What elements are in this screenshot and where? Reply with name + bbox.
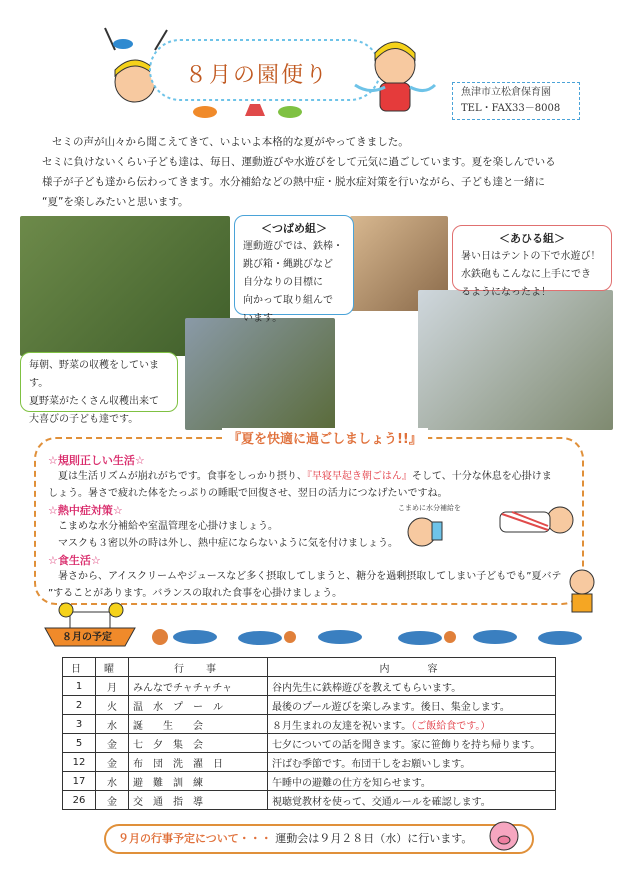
text-part: 夏は生活リズムが崩れがちです。食事をしっかり摂り、	[58, 471, 307, 482]
page-title: ８月の園便り	[185, 63, 330, 88]
tsubame-callout	[234, 215, 354, 324]
section-text: こまめな水分補給や室温管理を心掛けましょう。	[58, 521, 278, 532]
cell-detail	[268, 696, 556, 715]
cell-event: 布 団 洗 濯 日	[129, 753, 268, 772]
dolphin-row-decoration	[150, 622, 590, 652]
harvest-text: 毎朝、野菜の収穫をしています。	[29, 360, 159, 389]
table-row	[63, 696, 556, 715]
cell-dow: 火	[96, 696, 129, 715]
cell-day: 5	[63, 734, 96, 753]
september-note	[104, 824, 534, 854]
intro-line: “夏”を楽しみたいと思います。	[42, 196, 189, 208]
intro-line: 様子が子ども達から伝わってきます。水分補給などの熱中症・脱水症対策を行いながら、子ども達と一緒に	[42, 176, 546, 188]
detail-highlight: （ご飯給食です。）	[411, 720, 491, 732]
intro-text	[42, 132, 582, 212]
detail-text: ８月生まれの友達を祝います。	[272, 720, 412, 732]
detail-text: 谷内先生に鉄棒遊びを教えてもらいます。	[272, 682, 462, 694]
section-text: マスクも３密以外の時は外し、熱中症にならないように気を付けましょう。	[58, 538, 398, 549]
col-header: 日	[63, 658, 96, 677]
september-label: ９月の行事予定について・・・	[118, 832, 272, 845]
ahiru-text: 暑い日はテントの下で水遊び！	[461, 251, 601, 262]
sleeping-kid-illustration	[490, 490, 580, 540]
section-text: ”することがあります。バランスの取れた食事を心掛けましょう。	[48, 588, 343, 599]
summer-title: 『夏を快適に過ごしましょう!!』	[222, 428, 428, 447]
cell-detail	[268, 791, 556, 810]
cell-day: 3	[63, 715, 96, 734]
table-row	[63, 753, 556, 772]
cell-detail	[268, 734, 556, 753]
ahiru-title: ＜あひる組＞	[499, 232, 565, 245]
cell-event: 七 夕 集 会	[129, 734, 268, 753]
detail-text: 視聴覚教材を使って、交通ルールを確認します。	[272, 796, 491, 808]
table-row	[63, 677, 556, 696]
ahiru-text: 水鉄砲もこんなに上手にでき	[461, 269, 591, 280]
cell-day: 17	[63, 772, 96, 791]
col-header: 内 容	[268, 658, 556, 677]
water-play-photo	[418, 290, 613, 430]
september-text: 運動会は９月２８日（水）に行います。	[275, 832, 473, 845]
school-info-box	[452, 82, 580, 120]
harvest-callout	[20, 352, 178, 425]
drinking-kid-illustration	[400, 512, 460, 552]
cell-day: 2	[63, 696, 96, 715]
section-text	[48, 468, 568, 485]
detail-text: 最後のプール遊びを楽しみます。後日、集金します。	[272, 701, 510, 713]
kid-icecream-illustration	[562, 566, 602, 616]
school-name: 魚津市立松倉保育園	[461, 87, 551, 98]
cell-detail	[268, 753, 556, 772]
section-text: 暑さから、アイスクリームやジュースなど多く摂取してしまうと、糖分を過剰摂取してしまい子どもでも”夏バテ	[58, 571, 562, 582]
cell-detail	[268, 677, 556, 696]
tsubame-text: 向かって取り組んで	[243, 295, 333, 306]
section-heading: ☆食生活☆	[48, 554, 101, 567]
table-row	[63, 734, 556, 753]
cell-event: 温 水 プ ー ル	[129, 696, 268, 715]
school-tel: TEL・FAX33－8008	[461, 103, 561, 114]
cell-event: 避 難 訓 練	[129, 772, 268, 791]
section-heading: ☆熱中症対策☆	[48, 504, 123, 517]
section-heading: ☆規則正しい生活☆	[48, 454, 145, 467]
table-row	[63, 715, 556, 734]
table-row	[63, 772, 556, 791]
cell-dow: 水	[96, 715, 129, 734]
cell-day: 26	[63, 791, 96, 810]
detail-text: 午睡中の避難の仕方を知らせます。	[272, 777, 431, 789]
intro-line: セミに負けないくらい子ども達は、毎日、運動遊びや水遊びをして元気に過ごしています。夏を楽しんでいる	[42, 156, 556, 168]
table-header-row	[63, 658, 556, 677]
schedule-banner-label: ８月の予定	[62, 632, 112, 643]
detail-text: 汗ばむ季節です。布団干しをお願いします。	[272, 758, 471, 770]
intro-line: セミの声が山々から聞こえてきて、いよいよ本格的な夏がやってきました。	[52, 136, 409, 148]
text-part: そして、十分な休息を心掛けま	[411, 471, 552, 482]
table-row	[63, 791, 556, 810]
detail-text: 七夕についての話を聞きます。家に笹飾りを持ち帰ります。	[272, 739, 541, 751]
harvest-text: 大喜びの子ども達です。	[29, 414, 139, 425]
ahiru-text: るようになったよ！	[461, 287, 551, 298]
cell-dow: 金	[96, 734, 129, 753]
cell-day: 12	[63, 753, 96, 772]
pig-character-illustration	[484, 814, 524, 854]
cell-event: 交 通 指 導	[129, 791, 268, 810]
ahiru-callout	[452, 225, 612, 298]
cell-dow: 金	[96, 791, 129, 810]
swimming-girl-illustration	[350, 25, 440, 120]
cell-dow: 水	[96, 772, 129, 791]
cell-event: 誕 生 会	[129, 715, 268, 734]
illustration-caption: こまめに水分補給を	[398, 504, 461, 512]
cell-dow: 月	[96, 677, 129, 696]
col-header: 行 事	[129, 658, 268, 677]
kids-harvest-photo	[185, 318, 335, 430]
cell-day: 1	[63, 677, 96, 696]
tsubame-text: います。	[243, 313, 283, 324]
tsubame-title: ＜つばめ組＞	[261, 222, 327, 235]
harvest-text: 夏野菜がたくさん収穫出来て	[29, 396, 159, 407]
tsubame-text: 自分なりの目標に	[243, 277, 323, 288]
col-header: 曜	[96, 658, 129, 677]
cell-detail	[268, 772, 556, 791]
section-text: しょう。暑さで疲れた体をたっぷりの睡眠で回復させ、翌日の活力につなげたいですね。	[48, 488, 448, 499]
schedule-table	[62, 657, 556, 810]
cell-dow: 金	[96, 753, 129, 772]
cell-detail	[268, 715, 556, 734]
tsubame-text: 跳び箱・縄跳びなど	[243, 259, 333, 270]
tsubame-text: 運動遊びでは、鉄棒・	[243, 241, 343, 252]
cell-event: みんなでチャチャチャ	[129, 677, 268, 696]
highlight-text: 『早寝早起き朝ごはん』	[306, 471, 412, 482]
